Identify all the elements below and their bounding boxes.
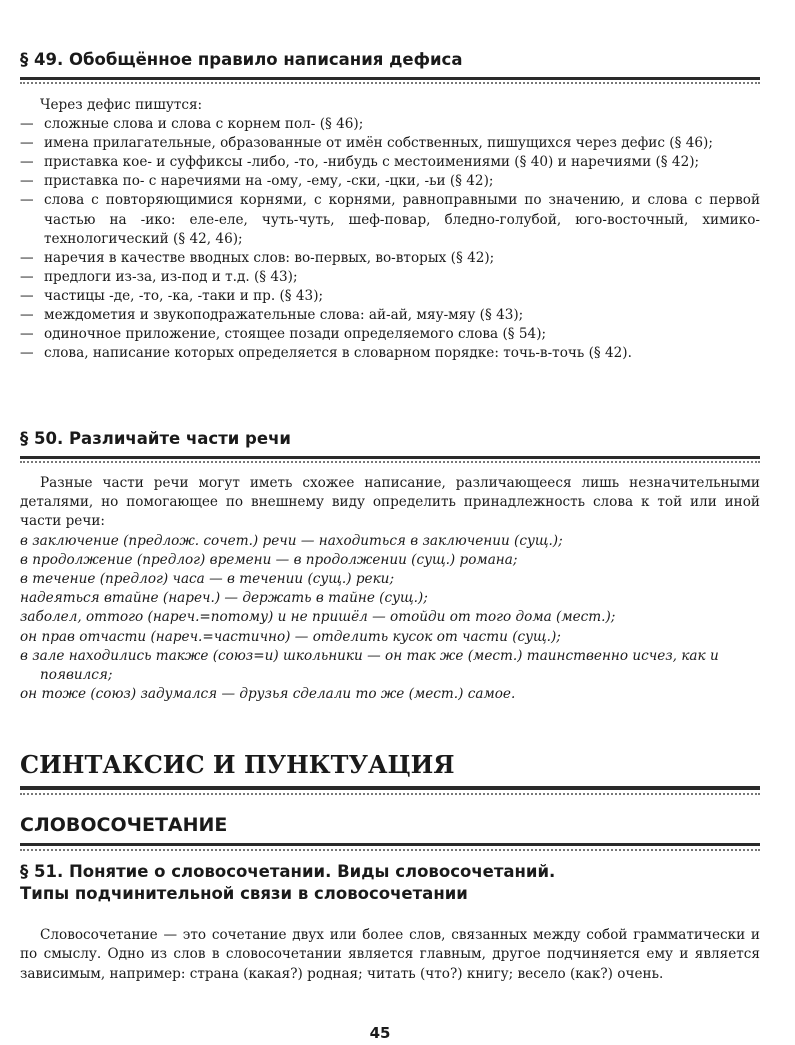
example-line: в течение (предлог) часа — в течении (сущ.) реки; bbox=[20, 571, 395, 588]
rule-item bbox=[20, 325, 760, 344]
rule-item bbox=[20, 172, 760, 191]
dash-marker: — bbox=[20, 345, 34, 362]
rule-text: наречия в качестве вводных слов: во-первых, во-вторых (§ 42); bbox=[44, 249, 495, 266]
section-49-intro: Через дефис пишутся: bbox=[40, 97, 203, 113]
example-line: в заключение (предлож. сочет.) речи — находиться в заключении (сущ.); bbox=[20, 532, 563, 549]
section-50-body bbox=[20, 474, 760, 704]
dash-marker: — bbox=[20, 307, 34, 324]
example-line: надеяться втайне (нареч.) — держать в тайне (сущ.); bbox=[20, 590, 428, 607]
rule-text: предлоги из-за, из-под и т.д. (§ 43); bbox=[44, 268, 298, 285]
rule-text: приставка кое- и суффиксы -либо, -то, -нибудь с местоимениями (§ 40) и наречиями (§ 42); bbox=[44, 154, 700, 171]
rule-text: одиночное приложение, стоящее позади определяемого слова (§ 54); bbox=[44, 326, 547, 343]
rule-item bbox=[20, 287, 760, 306]
example-line: в зале находились также (союз=и) школьники — он так же (мест.) таинственно исчез, как и появился; bbox=[20, 647, 719, 684]
rule-item bbox=[20, 306, 760, 325]
rule-text: междометия и звукоподражательные слова: ай-ай, мяу-мяу (§ 43); bbox=[44, 307, 524, 324]
rule-item bbox=[20, 268, 760, 287]
section-51-paragraph: Словосочетание — это сочетание двух или более слов, связанных между собой грамматически и по смыслу. Одно из слов в словосочетании является главным, другое подчиняется ему и является зависимым, например: страна (какая?) родная; читать (что?) книгу; весело (как?) очень. bbox=[20, 927, 760, 982]
example-line: он тоже (союз) задумался — друзья сделали то же (мест.) самое. bbox=[20, 686, 516, 703]
dash-marker: — bbox=[20, 135, 34, 152]
section-49-body bbox=[20, 96, 760, 363]
dash-marker: — bbox=[20, 287, 34, 304]
dash-marker: — bbox=[20, 249, 34, 266]
section-49-title: § 49. Обобщённое правило написания дефиса bbox=[20, 49, 760, 80]
rule-item bbox=[20, 115, 760, 134]
section-51-body bbox=[20, 926, 760, 984]
example-line: в продолжение (предлог) времени — в продолжении (сущ.) романа; bbox=[20, 551, 518, 568]
dash-marker: — bbox=[20, 116, 34, 133]
page-number: 45 bbox=[369, 1024, 391, 1042]
rule-text: сложные слова и слова с корнем пол- (§ 46); bbox=[44, 116, 364, 133]
example-line: он прав отчасти (нареч.=частично) — отделить кусок от части (сущ.); bbox=[20, 628, 561, 645]
rule-item bbox=[20, 249, 760, 268]
chapter-title: СЛОВОСОЧЕТАНИЕ bbox=[20, 812, 760, 846]
section-51-title-line1: § 51. Понятие о словосочетании. Виды словосочетаний. bbox=[20, 862, 556, 881]
section-50-paragraph: Разные части речи могут иметь схожее написание, различающееся лишь незначительными деталями, но помогающее по внешнему виду определить принадлежность слова к той или иной части речи: bbox=[20, 475, 760, 530]
rule-item bbox=[20, 344, 760, 363]
rule-text: слова с повторяющимися корнями, с корнями, равноправными по значению, и слова с первой частью на -ико: еле-еле, чуть-чуть, шеф-повар, бледно-голубой, юго-восточный, химико-технологический (§ 42, 46); bbox=[44, 192, 760, 247]
example-line: заболел, оттого (нареч.=потому) и не пришёл — отойди от того дома (мест.); bbox=[20, 609, 616, 626]
rule-text: слова, написание которых определяется в словарном порядке: точь-в-точь (§ 42). bbox=[44, 345, 632, 362]
section-50-title: § 50. Различайте части речи bbox=[20, 428, 760, 459]
rule-item bbox=[20, 134, 760, 153]
dash-marker: — bbox=[20, 268, 34, 285]
section-51-title bbox=[20, 861, 760, 905]
dash-marker: — bbox=[20, 326, 34, 343]
dash-marker: — bbox=[20, 192, 34, 209]
rule-text: имена прилагательные, образованные от имён собственных, пишущихся через дефис (§ 46); bbox=[44, 135, 713, 152]
parts-of-speech-examples bbox=[20, 532, 760, 705]
section-51-title-line2: Типы подчинительной связи в словосочетании bbox=[20, 884, 468, 903]
rule-item bbox=[20, 153, 760, 172]
rule-item bbox=[20, 191, 760, 248]
rule-text: приставка по- с наречиями на -ому, -ему, -ски, -цки, -ьи (§ 42); bbox=[44, 173, 494, 190]
hyphen-rules-list bbox=[20, 115, 760, 363]
dash-marker: — bbox=[20, 154, 34, 171]
rule-text: частицы -де, -то, -ка, -таки и пр. (§ 43); bbox=[44, 287, 324, 304]
dash-marker: — bbox=[20, 173, 34, 190]
part-title: СИНТАКСИС И ПУНКТУАЦИЯ bbox=[20, 750, 760, 790]
